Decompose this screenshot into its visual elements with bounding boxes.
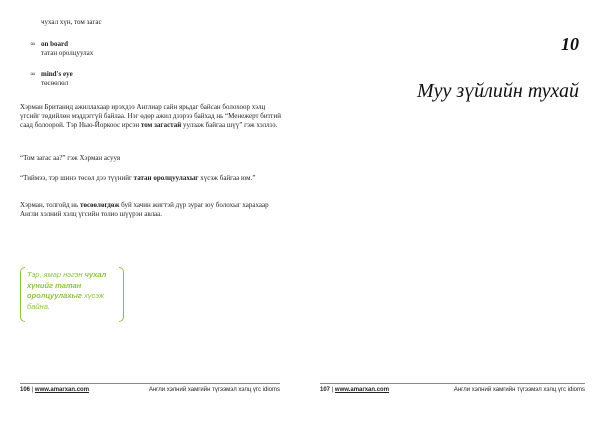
callout-text xyxy=(27,270,119,312)
text-run: буй хачин жигтэй дүр зураг юу болохыг харахаар Англи хэлний хэлц үгсийн толио шүүрэн авлаа. xyxy=(20,201,269,219)
story-paragraph xyxy=(20,103,282,131)
footer-book-title: Англи хэлний хамгийн түгээмэл хэлц үгс idioms xyxy=(453,387,585,393)
story-paragraph xyxy=(20,174,282,183)
callout-bracket-left xyxy=(20,267,25,322)
chapter-title: Муу зүйлийн тухай xyxy=(416,80,579,102)
text-run: уулзаж байгаа шүү” гэж хэллээ. xyxy=(181,121,278,130)
chapter-number: 10 xyxy=(561,34,579,54)
story-paragraph xyxy=(20,201,282,219)
vocab-gloss: төсөөлөл xyxy=(41,79,69,87)
text-run: хүсэж байна. xyxy=(27,291,105,311)
page-footer xyxy=(20,383,280,395)
infinity-bullet-icon: ∞ xyxy=(30,70,36,78)
callout-highlight: чухал хүнийг татан оролцуулахыг xyxy=(27,270,107,300)
text-run: Тэр, ямар нэгэн xyxy=(27,270,85,279)
footer-site-link[interactable]: www.amarxan.com xyxy=(334,387,390,393)
idiom-highlight: төсөөлөгдөж xyxy=(80,201,120,209)
callout-bracket-right xyxy=(119,267,124,322)
footer-separator: | xyxy=(330,387,335,393)
text-run: хүсэж байгаа юм.” xyxy=(198,174,256,182)
vocab-gloss-continued: чухал хүн, том загас xyxy=(41,18,102,26)
page-number: 107 xyxy=(320,387,331,393)
idiom-highlight: том загастай xyxy=(140,121,182,130)
vocab-gloss: татан оролцуулах xyxy=(41,49,94,57)
idiom-highlight: татан оролцуулахыг xyxy=(133,174,199,182)
text-run: Хэрман, толгойд нь xyxy=(20,201,80,209)
meaning-callout xyxy=(20,267,124,322)
page-number: 106 xyxy=(20,387,31,393)
text-run: Хэрман Британид ажиллахаар ирэхдээ Англиар сайн ярьдаг байсан болохоор хэлц үгсийг төдийлөн мэддэггүй байлаа. Нэг өдөр ажил дээрээ байхад нь “Менежерт битгий саад болоорой. Тэр Нью-Йоркоос ирсэн xyxy=(20,103,282,130)
footer-book-title: Англи хэлний хамгийн түгээмэл хэлц үгс idioms xyxy=(148,387,280,393)
footer-site-link[interactable]: www.amarxan.com xyxy=(34,387,90,393)
vocab-term: on board xyxy=(41,40,69,48)
story-paragraph: “Том загас аа?” гэж Хэрман асуув xyxy=(20,154,121,162)
footer-separator: | xyxy=(30,387,35,393)
infinity-bullet-icon: ∞ xyxy=(30,40,36,48)
page-footer xyxy=(320,383,585,395)
text-run: “Тиймээ, тэр шинэ төсөл дээ түүнийг xyxy=(20,174,134,182)
vocab-term: mind's eye xyxy=(41,70,73,78)
right-page xyxy=(300,0,600,423)
